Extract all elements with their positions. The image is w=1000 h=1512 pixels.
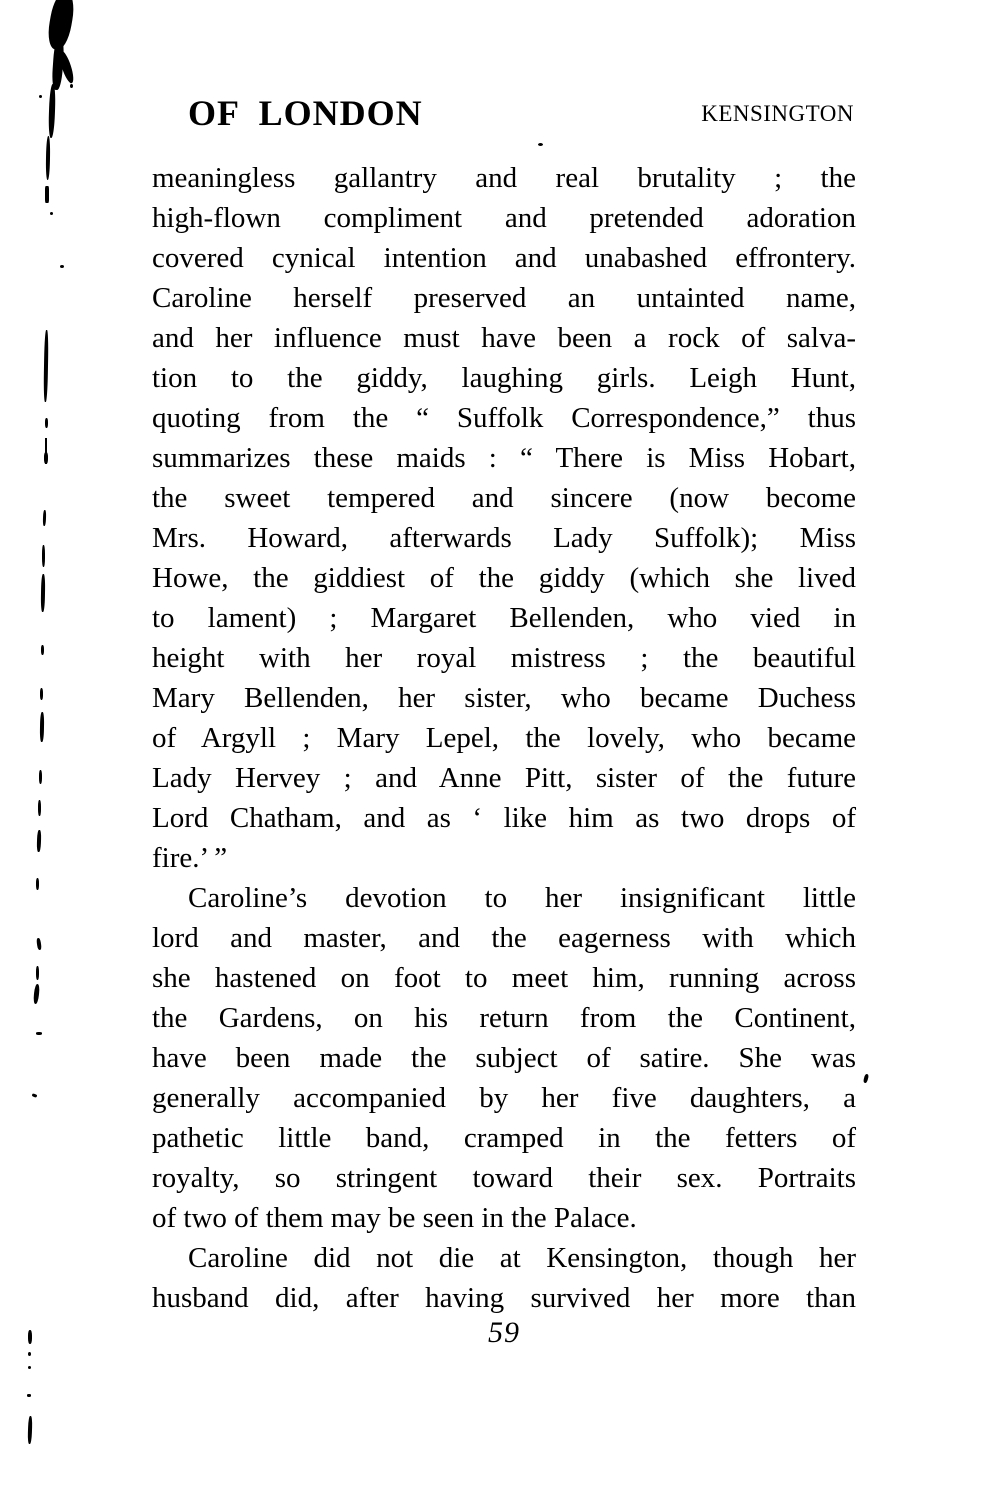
- scan-artifact: [28, 1330, 32, 1344]
- scan-artifact: [48, 84, 56, 138]
- text-line: of two of them may be seen in the Palace.: [152, 1202, 637, 1234]
- scan-artifact: [37, 830, 42, 852]
- scan-artifact: [28, 1352, 31, 1356]
- text-line: Mary Bellenden, her sister, who became Duchess: [152, 682, 856, 714]
- scan-artifact: [36, 878, 39, 890]
- text-line: lord and master, and the eagerness with which: [152, 922, 856, 954]
- scan-artifact: [40, 712, 45, 742]
- text-line: pathetic little band, cramped in the fetters of: [152, 1122, 856, 1154]
- scan-artifact: [28, 1366, 31, 1369]
- scan-artifact: [36, 938, 42, 950]
- scan-artifact: [50, 212, 53, 215]
- scan-artifact: [863, 1074, 869, 1084]
- scan-artifact: [44, 452, 48, 464]
- scan-artifact: [33, 984, 40, 1004]
- text-line: generally accompanied by her five daughters, a: [152, 1082, 856, 1114]
- scan-artifact: [32, 1093, 38, 1098]
- paragraph: [152, 1238, 856, 1318]
- scan-artifact: [45, 418, 48, 428]
- text-line: she hastened on foot to meet him, running across: [152, 962, 856, 994]
- scan-artifact: [41, 645, 44, 655]
- text-line: of Argyll ; Mary Lepel, the lovely, who became: [152, 722, 856, 754]
- scan-artifact: [70, 84, 73, 88]
- scan-artifact: [27, 1394, 31, 1397]
- text-line: to lament) ; Margaret Bellenden, who vied in: [152, 602, 856, 634]
- scan-artifact: [538, 143, 543, 146]
- scan-artifact: [43, 330, 48, 402]
- scan-artifact: [45, 186, 49, 203]
- scan-artifact: [39, 95, 42, 98]
- scan-artifact: [41, 574, 46, 612]
- body-text: [152, 158, 856, 1318]
- page-title: OF LONDON: [188, 93, 423, 133]
- scan-artifact: [28, 1416, 33, 1444]
- text-line: Lady Hervey ; and Anne Pitt, sister of the future: [152, 762, 856, 794]
- scan-artifact: [42, 545, 45, 567]
- text-line: fire.’ ”: [152, 842, 228, 874]
- text-line: covered cynical intention and unabashed effrontery.: [152, 242, 856, 274]
- page-header: [152, 92, 856, 136]
- text-line: and her influence must have been a rock of salva-: [152, 322, 856, 354]
- text-line: quoting from the “ Suffolk Correspondence,” thus: [152, 402, 856, 434]
- text-line: husband did, after having survived her more than: [152, 1282, 856, 1314]
- text-line: Caroline’s devotion to her insignificant little: [188, 882, 856, 914]
- text-line: Howe, the giddiest of the giddy (which she lived: [152, 562, 856, 594]
- page-number: 59: [488, 1316, 520, 1349]
- text-line: height with her royal mistress ; the beautiful: [152, 642, 856, 674]
- scan-artifact: [40, 688, 43, 700]
- running-head: KENSINGTON: [701, 101, 854, 126]
- text-line: high-flown compliment and pretended adoration: [152, 202, 856, 234]
- text-line: Mrs. Howard, afterwards Lady Suffolk); Miss: [152, 522, 856, 554]
- text-line: tion to the giddy, laughing girls. Leigh Hunt,: [152, 362, 856, 394]
- text-line: summarizes these maids : “ There is Miss Hobart,: [152, 442, 856, 474]
- text-line: have been made the subject of satire. She was: [152, 1042, 856, 1074]
- text-line: Caroline did not die at Kensington, though her: [188, 1242, 856, 1274]
- text-line: meaningless gallantry and real brutality ; the: [152, 162, 856, 194]
- scan-artifact: [46, 136, 51, 180]
- text-line: the sweet tempered and sincere (now become: [152, 482, 856, 514]
- paragraph: [152, 878, 856, 1238]
- text-line: Lord Chatham, and as ‘ like him as two drops of: [152, 802, 856, 834]
- scan-artifact: [36, 1032, 42, 1035]
- scan-artifact: [39, 770, 42, 784]
- scan-artifact: [60, 265, 64, 268]
- text-line: Caroline herself preserved an untainted name,: [152, 282, 856, 314]
- text-line: royalty, so stringent toward their sex. Portraits: [152, 1162, 856, 1194]
- text-line: the Gardens, on his return from the Continent,: [152, 1002, 856, 1034]
- paragraph: [152, 158, 856, 878]
- scan-artifact: [38, 800, 41, 816]
- scan-artifact: [43, 510, 47, 526]
- scan-artifact: [36, 966, 39, 980]
